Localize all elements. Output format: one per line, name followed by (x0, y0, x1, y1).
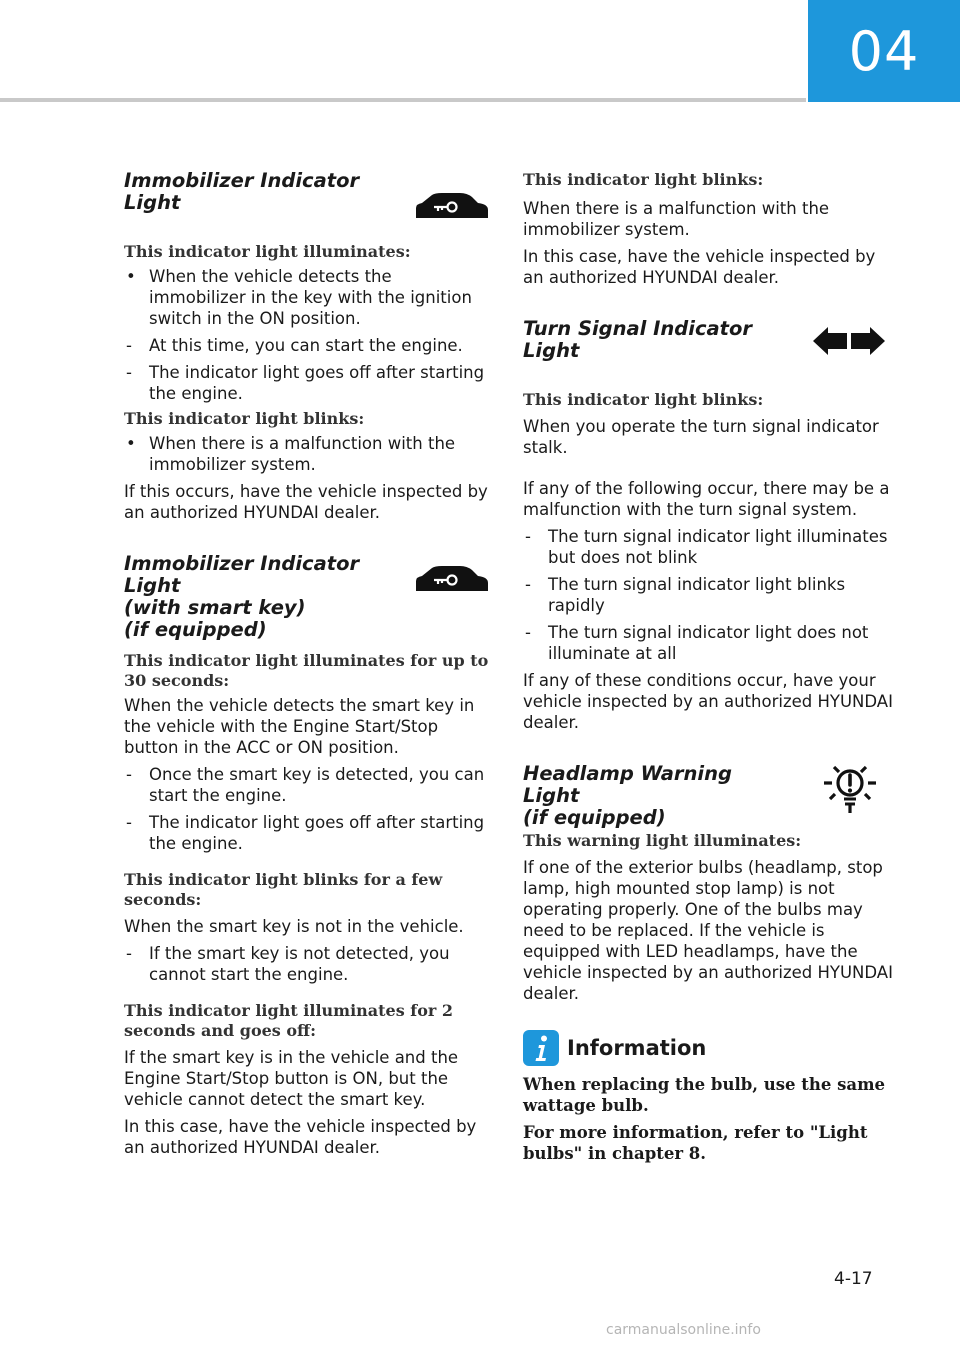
list-item-text: When the vehicle detects the immobilizer in the key with the ignition switch in the ON position. (149, 267, 472, 328)
subheading: This indicator light blinks: (124, 409, 365, 428)
paragraph: If any of these conditions occur, have your vehicle inspected by an authorized HYUNDAI dealer. (523, 671, 893, 732)
turn-signal-arrows-icon (813, 326, 885, 356)
dash-marker: - (525, 623, 531, 642)
list-item (523, 526, 893, 568)
info-paragraph: For more information, refer to "Light bulbs" in chapter 8. (523, 1123, 868, 1163)
info-icon (523, 1030, 559, 1066)
section-title: Turn Signal Indicator Light (523, 317, 752, 362)
list-item (124, 764, 490, 806)
dash-marker: - (126, 363, 132, 382)
section-header-turn-signal (523, 318, 893, 368)
paragraph: When you operate the turn signal indicator stalk. (523, 417, 879, 457)
list-item-text: The indicator light goes off after starting the engine. (149, 363, 485, 403)
list-item (124, 335, 490, 356)
subheading: This indicator light blinks for a few seconds: (124, 870, 443, 909)
page-number: 4-17 (834, 1269, 873, 1289)
paragraph: If one of the exterior bulbs (headlamp, stop lamp, high mounted stop lamp) is not operating properly. One of the bulbs may need to be replaced. If the vehicle is equipped with LED headlamps, have the vehicle inspected by an authorized HYUNDAI dealer. (523, 858, 893, 1003)
chapter-tab (808, 0, 960, 102)
section-title-line: (with smart key) (124, 596, 306, 619)
list-item-text: The turn signal indicator light does not illuminate at all (548, 623, 869, 663)
list-item-text: The indicator light goes off after starting the engine. (149, 813, 485, 853)
list-item-text: At this time, you can start the engine. (149, 336, 463, 355)
paragraph: When the smart key is not in the vehicle. (124, 917, 464, 936)
headlamp-warning-icon (822, 761, 878, 815)
list-item (124, 812, 490, 854)
list-item (124, 266, 490, 329)
list-item (124, 362, 490, 404)
info-label: Information (567, 1036, 707, 1060)
section-title-line: Headlamp Warning Light (523, 762, 732, 807)
paragraph: When the vehicle detects the smart key in the vehicle with the Engine Start/Stop button in the ACC or ON position. (124, 696, 475, 757)
section-title-line: Immobilizer Indicator Light (124, 552, 360, 597)
list-item (124, 943, 490, 985)
dash-marker: - (525, 575, 531, 594)
bullet-marker: • (126, 434, 136, 453)
chapter-number: 04 (848, 19, 920, 83)
subheading: This indicator light illuminates for up to 30 seconds: (124, 651, 489, 690)
list-item-text: The turn signal indicator light blinks rapidly (548, 575, 846, 615)
car-key-icon (414, 192, 490, 220)
list-item-text: When there is a malfunction with the immobilizer system. (149, 434, 456, 474)
section-title: Immobilizer Indicator Light (124, 169, 360, 214)
list-item (523, 574, 893, 616)
left-column (124, 170, 490, 1158)
paragraph: In this case, have the vehicle inspected by an authorized HYUNDAI dealer. (124, 1117, 477, 1157)
right-column (523, 170, 893, 1164)
section-title-line: (if equipped) (523, 806, 666, 829)
paragraph: If any of the following occur, there may be a malfunction with the turn signal system. (523, 479, 890, 519)
section-title-line: (if equipped) (124, 618, 267, 641)
list-item-text: Once the smart key is detected, you can start the engine. (149, 765, 485, 805)
section-header-immobilizer-smart-key (124, 553, 490, 641)
car-key-icon (414, 565, 490, 593)
paragraph: When there is a malfunction with the immobilizer system. (523, 199, 830, 239)
dash-marker: - (525, 527, 531, 546)
dash-marker: - (126, 765, 132, 784)
paragraph: In this case, have the vehicle inspected by an authorized HYUNDAI dealer. (523, 247, 876, 287)
info-box-header (523, 1030, 893, 1066)
bullet-marker: • (126, 267, 136, 286)
dash-marker: - (126, 336, 132, 355)
info-paragraph: When replacing the bulb, use the same wattage bulb. (523, 1075, 886, 1115)
subheading: This indicator light blinks: (523, 170, 764, 189)
list-item-text: If the smart key is not detected, you cannot start the engine. (149, 944, 450, 984)
section-header-headlamp (523, 762, 893, 829)
subheading: This indicator light illuminates for 2 seconds and goes off: (124, 1001, 453, 1040)
dash-marker: - (126, 944, 132, 963)
list-item (124, 433, 490, 475)
section-header-immobilizer (124, 170, 490, 220)
subheading: This indicator light blinks: (523, 390, 764, 409)
watermark: carmanualsonline.info (606, 1322, 761, 1338)
subheading: This indicator light illuminates: (124, 242, 411, 261)
header-rule (0, 98, 806, 102)
paragraph: If the smart key is in the vehicle and the Engine Start/Stop button is ON, but the vehicle cannot detect the smart key. (124, 1048, 459, 1109)
list-item-text: The turn signal indicator light illuminates but does not blink (548, 527, 888, 567)
subheading: This warning light illuminates: (523, 831, 802, 850)
list-item (523, 622, 893, 664)
dash-marker: - (126, 813, 132, 832)
paragraph: If this occurs, have the vehicle inspected by an authorized HYUNDAI dealer. (124, 482, 488, 522)
